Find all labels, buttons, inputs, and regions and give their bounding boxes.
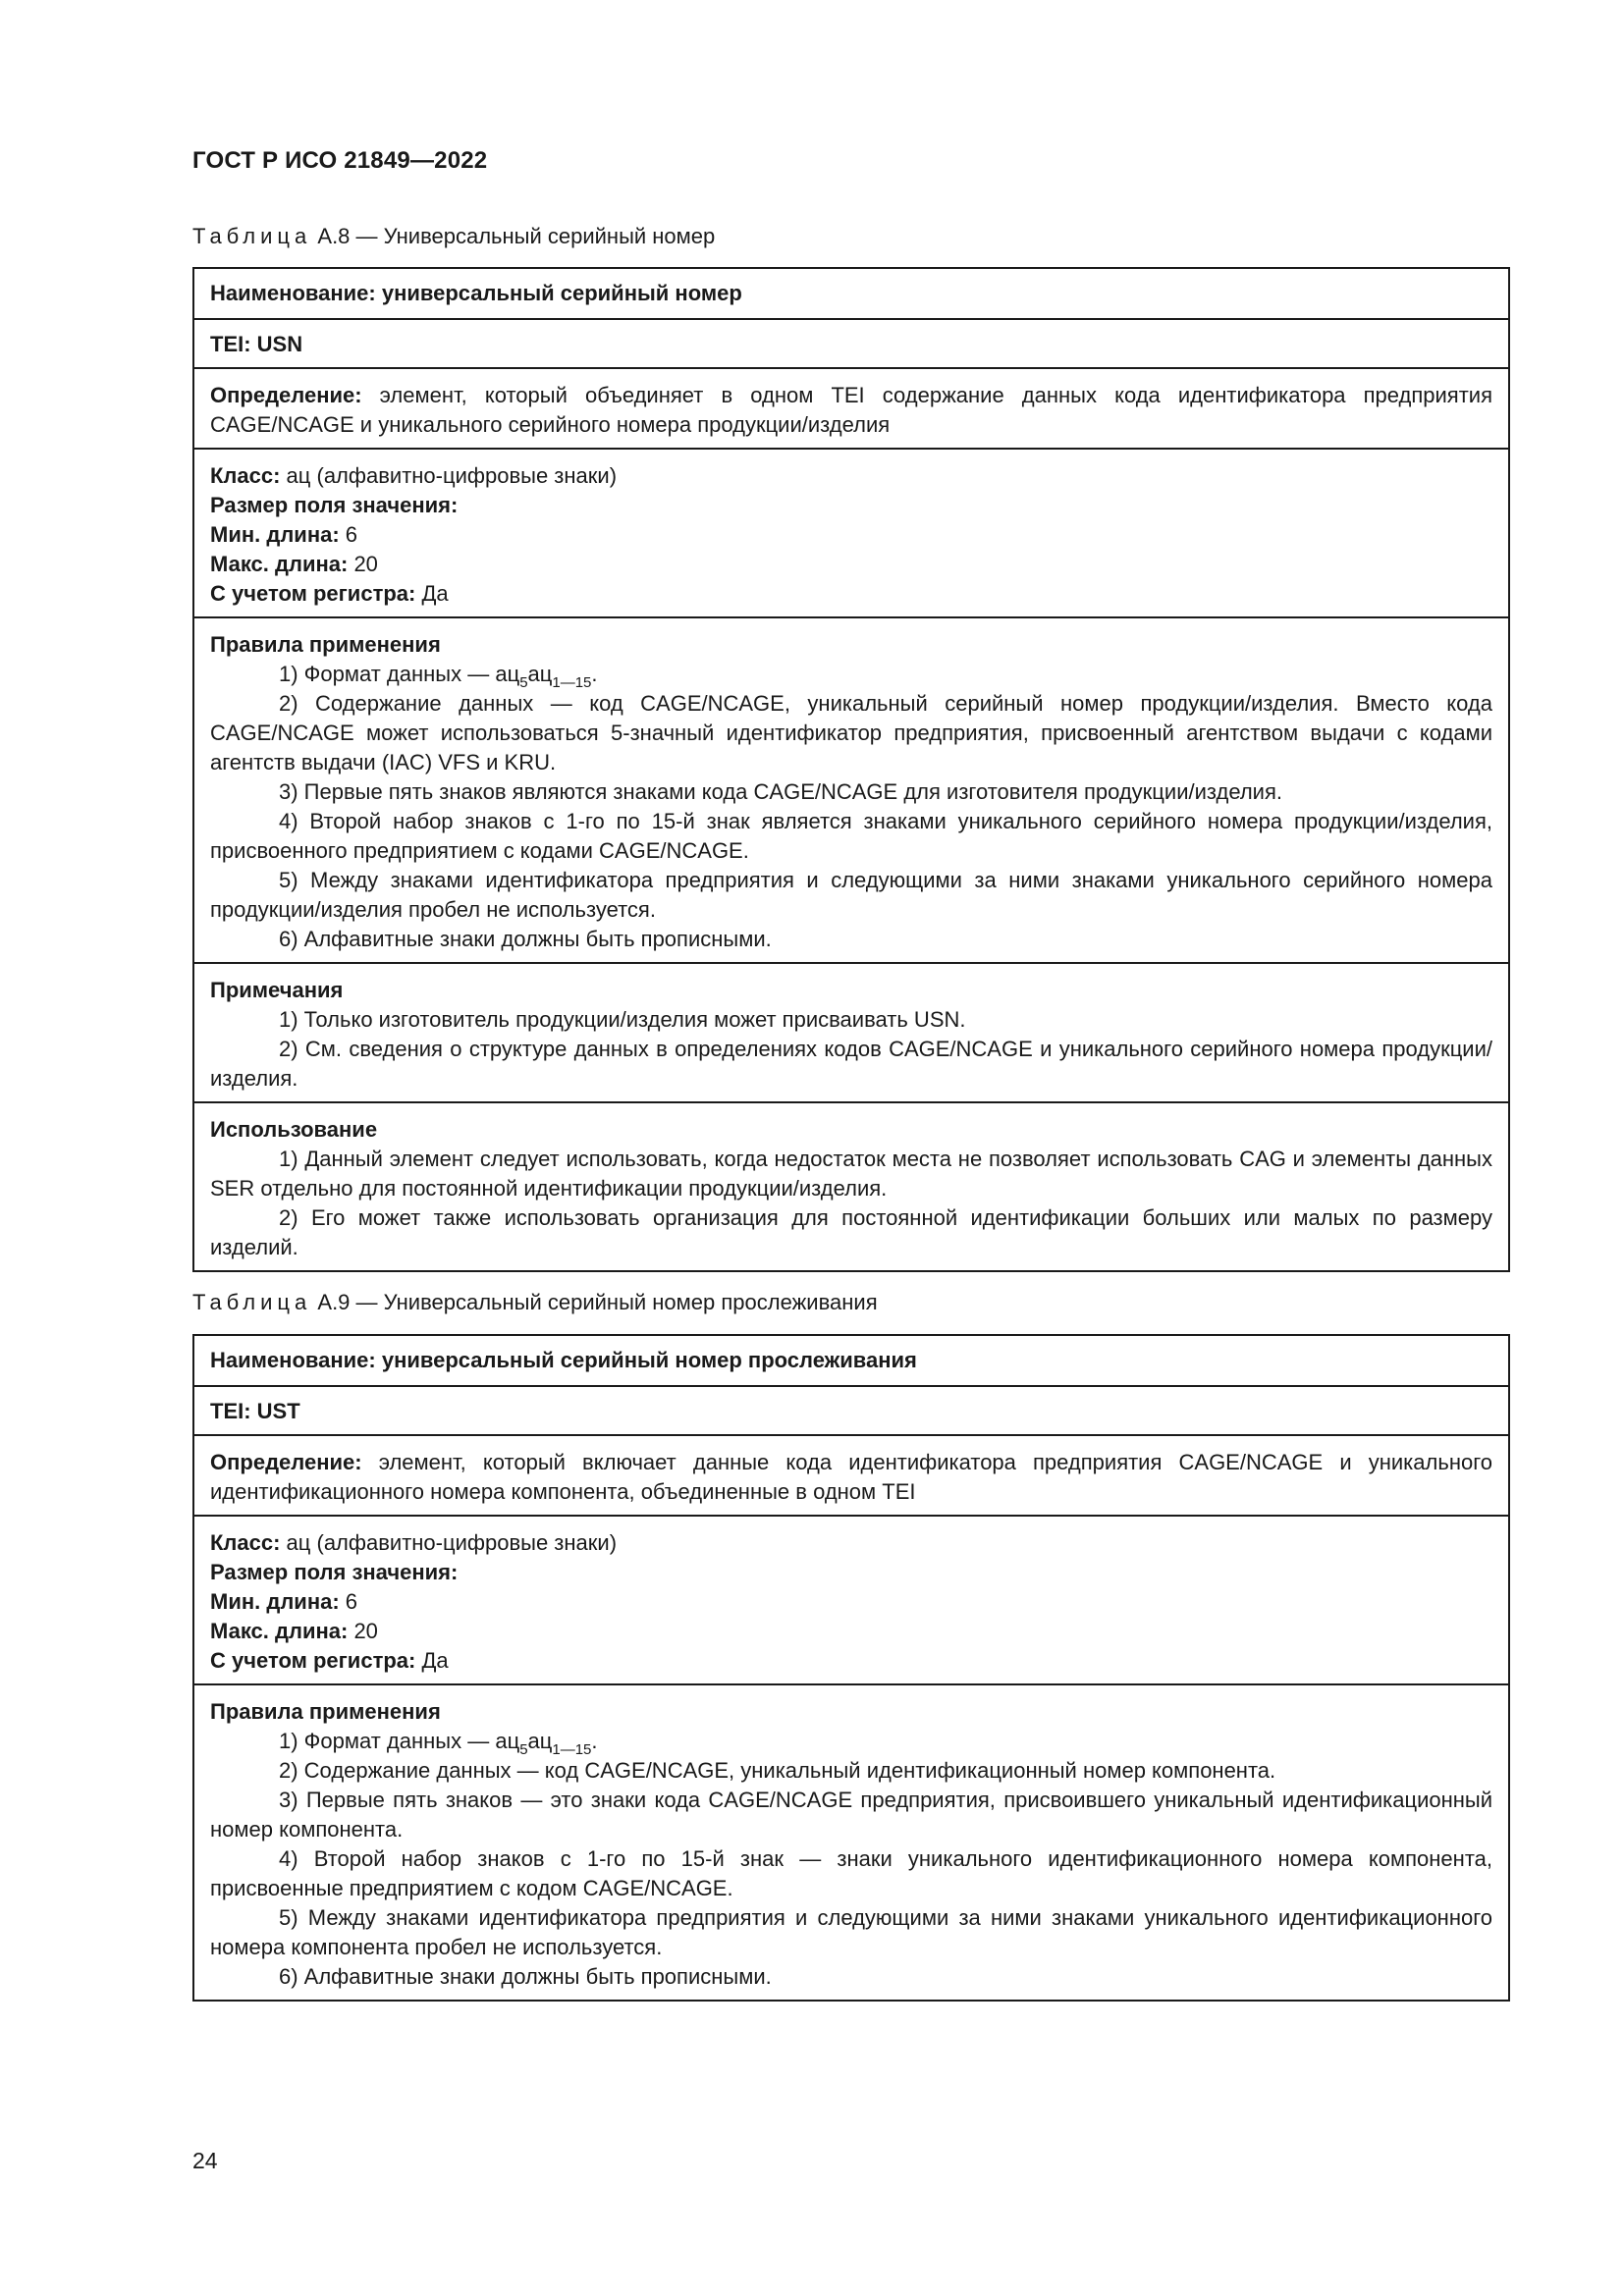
rule-item: 6) Алфавитные знаки должны быть прописными. [279, 1964, 772, 1989]
rule-item: 3) Первые пять знаков являются знаками кода CAGE/NCAGE для изготовителя продукции/изделия. [279, 779, 1282, 804]
min-length-label: Мин. длина: [210, 1589, 340, 1614]
max-length-label: Макс. длина: [210, 552, 349, 576]
attributes-row [194, 450, 1508, 618]
table-caption [192, 1290, 878, 1315]
max-length-value: 20 [348, 1619, 378, 1643]
rule-item: 6) Алфавитные знаки должны быть прописными. [279, 927, 772, 951]
table-usn [192, 267, 1510, 1272]
rules-heading: Правила применения [210, 1699, 441, 1724]
definition-row [194, 369, 1508, 450]
definition-text: элемент, который включает данные кода идентификатора предприятия CAGE/NCAGE и уникального идентификационного номера компонента, объединенные в одном TEI [210, 1450, 1492, 1504]
tei-row: TEI: USN [194, 320, 1508, 369]
max-length-value: 20 [348, 552, 378, 576]
class-value: ац (алфавитно-цифровые знаки) [280, 1530, 618, 1555]
usage-heading: Использование [210, 1117, 378, 1142]
tei-row: TEI: UST [194, 1387, 1508, 1436]
caption-label: Таблица [192, 224, 312, 248]
usage-item: 1) Данный элемент следует использовать, когда недостаток места не позволяет использовать CAG и элементы данных SER отдельно для постоянной идентификации продукции/изделия. [210, 1147, 1492, 1201]
usage-row [194, 1103, 1508, 1270]
class-label: Класс: [210, 1530, 281, 1555]
rule-item: 1) Формат данных — $ац_5ац_{1—15}$. [279, 662, 598, 691]
name-row: Наименование: универсальный серийный номер прослеживания [194, 1336, 1508, 1387]
definition-label: Определение: [210, 383, 362, 407]
rule-item: 5) Между знаками идентификатора предприятия и следующими за ними знаками уникального идентификационного номера компонента пробел не используется. [210, 1905, 1492, 1959]
definition-row [194, 1436, 1508, 1517]
rules-row [194, 1685, 1508, 2000]
caption-label: Таблица [192, 1290, 312, 1314]
case-sensitive-label: С учетом регистра: [210, 1648, 416, 1673]
usage-item: 2) Его может также использовать организация для постоянной идентификации больших или малых по размеру изделий. [210, 1205, 1492, 1259]
rule-item: 1) Формат данных — $ац_5ац_{1—15}$. [279, 1729, 598, 1758]
min-length-value: 6 [339, 1589, 358, 1614]
name-row: Наименование: универсальный серийный номер [194, 269, 1508, 320]
document-header: ГОСТ Р ИСО 21849—2022 [192, 147, 488, 174]
rule-item: 4) Второй набор знаков с 1-го по 15-й знак — знаки уникального идентификационного номера компонента, присвоенные предприятием с кодом CAGE/NCAGE. [210, 1846, 1492, 1900]
notes-heading: Примечания [210, 978, 344, 1002]
page-number: 24 [192, 2148, 218, 2173]
definition-label: Определение: [210, 1450, 362, 1474]
case-sensitive-label: С учетом регистра: [210, 581, 416, 606]
rule-item: 2) Содержание данных — код CAGE/NCAGE, уникальный серийный номер продукции/изделия. Вместо кода CAGE/NCAGE может использоваться 5-значный идентификатор предприятия, присвоенный агентством выдачи с кодами агентств выдачи (IAC) VFS и KRU. [210, 691, 1492, 774]
note-item: 1) Только изготовитель продукции/изделия может присваивать USN. [279, 1007, 966, 1032]
caption-text: А.9 — Универсальный серийный номер прослеживания [317, 1290, 878, 1314]
definition-text: элемент, который объединяет в одном TEI содержание данных кода идентификатора предприятия CAGE/NCAGE и уникального серийного номера продукции/изделия [210, 383, 1492, 437]
case-sensitive-value: Да [415, 1648, 449, 1673]
class-label: Класс: [210, 463, 281, 488]
table-ust [192, 1334, 1510, 2002]
rules-heading: Правила применения [210, 632, 441, 657]
notes-row [194, 964, 1508, 1103]
case-sensitive-value: Да [415, 581, 449, 606]
rule-item: 5) Между знаками идентификатора предприятия и следующими за ними знаками уникального серийного номера продукции/изделия пробел не используется. [210, 868, 1492, 922]
attributes-row [194, 1517, 1508, 1685]
min-length-value: 6 [339, 522, 358, 547]
rules-row [194, 618, 1508, 964]
min-length-label: Мин. длина: [210, 522, 340, 547]
table-caption [192, 224, 715, 249]
class-value: ац (алфавитно-цифровые знаки) [280, 463, 618, 488]
field-size-label: Размер поля значения: [210, 493, 459, 517]
note-item: 2) См. сведения о структуре данных в определениях кодов CAGE/NCAGE и уникального серийного номера продукции/изделия. [210, 1037, 1492, 1091]
rule-item: 2) Содержание данных — код CAGE/NCAGE, уникальный идентификационный номер компонента. [279, 1758, 1276, 1783]
field-size-label: Размер поля значения: [210, 1560, 459, 1584]
caption-text: А.8 — Универсальный серийный номер [317, 224, 716, 248]
rule-item: 3) Первые пять знаков — это знаки кода CAGE/NCAGE предприятия, присвоившего уникальный идентификационный номер компонента. [210, 1788, 1492, 1842]
rule-item: 4) Второй набор знаков с 1-го по 15-й знак является знаками уникального серийного номера продукции/изделия, присвоенного предприятием с кодами CAGE/NCAGE. [210, 809, 1492, 863]
max-length-label: Макс. длина: [210, 1619, 349, 1643]
